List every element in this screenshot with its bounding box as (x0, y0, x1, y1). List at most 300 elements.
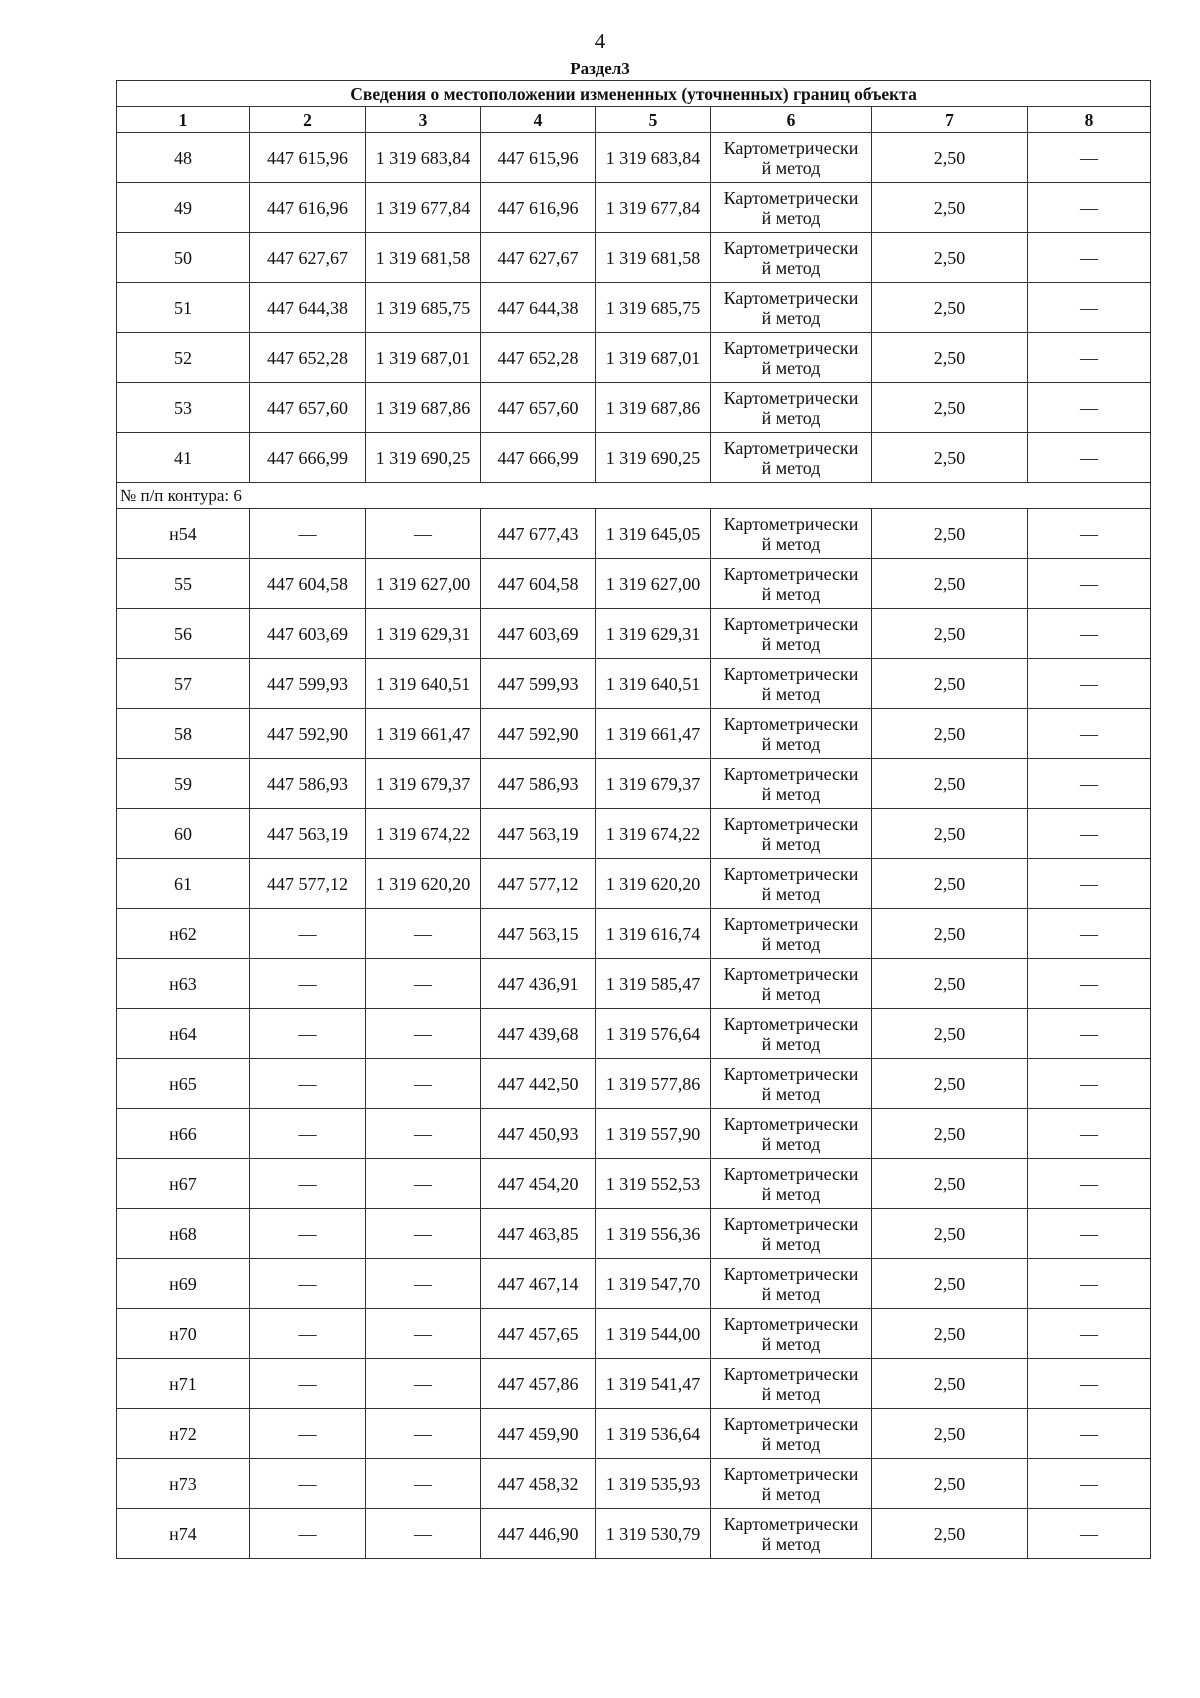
point-number-cell: н66 (117, 1109, 250, 1159)
accuracy-cell: 2,50 (872, 559, 1028, 609)
x-old-cell: 447 599,93 (250, 659, 366, 709)
description-cell: — (1028, 859, 1151, 909)
method-line-1: Картометрически (723, 1213, 859, 1234)
x-old-cell: 447 652,28 (250, 333, 366, 383)
method-line-1: Картометрически (723, 913, 859, 934)
table-row (117, 759, 1151, 809)
y-new-cell: 1 319 640,51 (596, 659, 711, 709)
point-number-cell: н74 (117, 1509, 250, 1559)
method-cell (711, 709, 872, 759)
method-line-2: й метод (761, 1383, 821, 1404)
y-new-cell: 1 319 547,70 (596, 1259, 711, 1309)
accuracy-cell: 2,50 (872, 183, 1028, 233)
method-cell (711, 1509, 872, 1559)
y-old-cell: — (366, 1159, 481, 1209)
column-number: 1 (117, 107, 250, 133)
accuracy-cell: 2,50 (872, 1009, 1028, 1059)
method-cell (711, 559, 872, 609)
x-old-cell: 447 592,90 (250, 709, 366, 759)
method-line-2: й метод (761, 983, 821, 1004)
x-new-cell: 447 604,58 (481, 559, 596, 609)
method-line-1: Картометрически (723, 1313, 859, 1334)
method-cell (711, 383, 872, 433)
contour-row (117, 483, 1151, 509)
method-cell (711, 1209, 872, 1259)
y-new-cell: 1 319 645,05 (596, 509, 711, 559)
column-number: 8 (1028, 107, 1151, 133)
x-old-cell: — (250, 1459, 366, 1509)
x-old-cell: 447 563,19 (250, 809, 366, 859)
method-line-2: й метод (761, 833, 821, 854)
column-number: 7 (872, 107, 1028, 133)
point-number-cell: 53 (117, 383, 250, 433)
point-number-cell: 61 (117, 859, 250, 909)
y-new-cell: 1 319 620,20 (596, 859, 711, 909)
method-line-1: Картометрически (723, 1263, 859, 1284)
table-row (117, 559, 1151, 609)
accuracy-cell: 2,50 (872, 609, 1028, 659)
x-old-cell: 447 644,38 (250, 283, 366, 333)
table-row (117, 233, 1151, 283)
accuracy-cell: 2,50 (872, 509, 1028, 559)
x-new-cell: 447 603,69 (481, 609, 596, 659)
method-line-2: й метод (761, 1483, 821, 1504)
y-old-cell: 1 319 674,22 (366, 809, 481, 859)
table-caption-row (117, 81, 1151, 107)
y-new-cell: 1 319 687,01 (596, 333, 711, 383)
point-number-cell: 57 (117, 659, 250, 709)
x-old-cell: — (250, 1259, 366, 1309)
method-line-2: й метод (761, 1233, 821, 1254)
y-old-cell: 1 319 627,00 (366, 559, 481, 609)
method-cell (711, 759, 872, 809)
point-number-cell: н63 (117, 959, 250, 1009)
y-new-cell: 1 319 683,84 (596, 133, 711, 183)
table-row (117, 1109, 1151, 1159)
x-new-cell: 447 652,28 (481, 333, 596, 383)
accuracy-cell: 2,50 (872, 1209, 1028, 1259)
method-cell (711, 959, 872, 1009)
description-cell: — (1028, 133, 1151, 183)
x-old-cell: 447 577,12 (250, 859, 366, 909)
method-cell (711, 433, 872, 483)
x-old-cell: — (250, 959, 366, 1009)
point-number-cell: н62 (117, 909, 250, 959)
point-number-cell: н54 (117, 509, 250, 559)
accuracy-cell: 2,50 (872, 759, 1028, 809)
table-row (117, 383, 1151, 433)
method-line-1: Картометрически (723, 763, 859, 784)
y-new-cell: 1 319 627,00 (596, 559, 711, 609)
description-cell: — (1028, 433, 1151, 483)
description-cell: — (1028, 1309, 1151, 1359)
table-row (117, 183, 1151, 233)
page-number: 4 (594, 29, 606, 53)
point-number-cell: 49 (117, 183, 250, 233)
description-cell: — (1028, 909, 1151, 959)
table-caption: Сведения о местоположении измененных (уточненных) границ объекта (117, 81, 1151, 107)
method-cell (711, 509, 872, 559)
y-new-cell: 1 319 679,37 (596, 759, 711, 809)
method-line-1: Картометрически (723, 713, 859, 734)
method-cell (711, 1359, 872, 1409)
point-number-cell: н68 (117, 1209, 250, 1259)
accuracy-cell: 2,50 (872, 283, 1028, 333)
point-number-cell: н73 (117, 1459, 250, 1509)
accuracy-cell: 2,50 (872, 133, 1028, 183)
method-line-1: Картометрически (723, 437, 859, 458)
description-cell: — (1028, 233, 1151, 283)
method-line-1: Картометрически (723, 187, 859, 208)
description-cell: — (1028, 1259, 1151, 1309)
y-new-cell: 1 319 661,47 (596, 709, 711, 759)
table-row (117, 609, 1151, 659)
table-row (117, 909, 1151, 959)
method-line-1: Картометрически (723, 1413, 859, 1434)
x-new-cell: 447 459,90 (481, 1409, 596, 1459)
method-line-1: Картометрически (723, 813, 859, 834)
table-row (117, 509, 1151, 559)
y-new-cell: 1 319 557,90 (596, 1109, 711, 1159)
x-old-cell: — (250, 1109, 366, 1159)
accuracy-cell: 2,50 (872, 1259, 1028, 1309)
table-row (117, 283, 1151, 333)
column-number: 6 (711, 107, 872, 133)
method-cell (711, 1159, 872, 1209)
x-old-cell: 447 657,60 (250, 383, 366, 433)
y-old-cell: — (366, 509, 481, 559)
table-row (117, 1459, 1151, 1509)
column-number: 4 (481, 107, 596, 133)
method-cell (711, 133, 872, 183)
method-cell (711, 1009, 872, 1059)
table-row (117, 1059, 1151, 1109)
accuracy-cell: 2,50 (872, 1159, 1028, 1209)
method-line-2: й метод (761, 1033, 821, 1054)
coordinates-table (116, 80, 1151, 1559)
description-cell: — (1028, 1009, 1151, 1059)
x-old-cell: — (250, 509, 366, 559)
table-row (117, 433, 1151, 483)
method-cell (711, 1409, 872, 1459)
x-old-cell: — (250, 1309, 366, 1359)
x-new-cell: 447 457,65 (481, 1309, 596, 1359)
description-cell: — (1028, 1459, 1151, 1509)
x-old-cell: — (250, 1009, 366, 1059)
x-new-cell: 447 458,32 (481, 1459, 596, 1509)
description-cell: — (1028, 1159, 1151, 1209)
method-cell (711, 1309, 872, 1359)
method-line-1: Картометрически (723, 287, 859, 308)
method-line-1: Картометрически (723, 963, 859, 984)
method-cell (711, 609, 872, 659)
method-line-1: Картометрически (723, 863, 859, 884)
y-new-cell: 1 319 681,58 (596, 233, 711, 283)
y-new-cell: 1 319 541,47 (596, 1359, 711, 1409)
y-old-cell: — (366, 1009, 481, 1059)
y-old-cell: 1 319 681,58 (366, 233, 481, 283)
method-line-1: Картометрически (723, 1513, 859, 1534)
x-new-cell: 447 439,68 (481, 1009, 596, 1059)
table-row (117, 1159, 1151, 1209)
point-number-cell: 58 (117, 709, 250, 759)
point-number-cell: 59 (117, 759, 250, 809)
description-cell: — (1028, 1409, 1151, 1459)
x-new-cell: 447 563,19 (481, 809, 596, 859)
method-line-2: й метод (761, 683, 821, 704)
description-cell: — (1028, 333, 1151, 383)
method-line-1: Картометрически (723, 513, 859, 534)
table-row (117, 659, 1151, 709)
method-line-1: Картометрически (723, 1113, 859, 1134)
method-line-1: Картометрически (723, 613, 859, 634)
method-line-2: й метод (761, 157, 821, 178)
accuracy-cell: 2,50 (872, 233, 1028, 283)
method-line-2: й метод (761, 1433, 821, 1454)
method-line-2: й метод (761, 533, 821, 554)
y-old-cell: — (366, 1259, 481, 1309)
description-cell: — (1028, 1059, 1151, 1109)
description-cell: — (1028, 559, 1151, 609)
description-cell: — (1028, 709, 1151, 759)
method-cell (711, 283, 872, 333)
x-old-cell: 447 586,93 (250, 759, 366, 809)
contour-label: № п/п контура: 6 (117, 483, 1151, 509)
accuracy-cell: 2,50 (872, 383, 1028, 433)
method-line-2: й метод (761, 307, 821, 328)
method-line-2: й метод (761, 457, 821, 478)
method-cell (711, 909, 872, 959)
description-cell: — (1028, 809, 1151, 859)
accuracy-cell: 2,50 (872, 859, 1028, 909)
table-row (117, 1309, 1151, 1359)
column-number: 5 (596, 107, 711, 133)
y-new-cell: 1 319 577,86 (596, 1059, 711, 1109)
y-old-cell: 1 319 679,37 (366, 759, 481, 809)
table-row (117, 133, 1151, 183)
point-number-cell: 51 (117, 283, 250, 333)
y-old-cell: — (366, 1209, 481, 1259)
accuracy-cell: 2,50 (872, 333, 1028, 383)
table-row (117, 859, 1151, 909)
method-line-2: й метод (761, 1183, 821, 1204)
x-old-cell: — (250, 1159, 366, 1209)
x-new-cell: 447 457,86 (481, 1359, 596, 1409)
description-cell: — (1028, 1509, 1151, 1559)
method-cell (711, 1059, 872, 1109)
y-new-cell: 1 319 576,64 (596, 1009, 711, 1059)
accuracy-cell: 2,50 (872, 433, 1028, 483)
accuracy-cell: 2,50 (872, 1409, 1028, 1459)
description-cell: — (1028, 1109, 1151, 1159)
table-row (117, 809, 1151, 859)
y-old-cell: 1 319 620,20 (366, 859, 481, 909)
point-number-cell: н71 (117, 1359, 250, 1409)
x-new-cell: 447 436,91 (481, 959, 596, 1009)
description-cell: — (1028, 183, 1151, 233)
column-numbers-row (117, 107, 1151, 133)
x-new-cell: 447 442,50 (481, 1059, 596, 1109)
x-old-cell: — (250, 1509, 366, 1559)
method-cell (711, 1459, 872, 1509)
x-old-cell: — (250, 1359, 366, 1409)
method-line-2: й метод (761, 357, 821, 378)
method-line-2: й метод (761, 733, 821, 754)
x-old-cell: — (250, 1409, 366, 1459)
x-new-cell: 447 615,96 (481, 133, 596, 183)
y-new-cell: 1 319 629,31 (596, 609, 711, 659)
accuracy-cell: 2,50 (872, 1509, 1028, 1559)
y-old-cell: — (366, 1109, 481, 1159)
y-old-cell: 1 319 661,47 (366, 709, 481, 759)
method-line-1: Картометрически (723, 237, 859, 258)
y-old-cell: — (366, 1409, 481, 1459)
method-line-2: й метод (761, 883, 821, 904)
accuracy-cell: 2,50 (872, 1309, 1028, 1359)
y-new-cell: 1 319 674,22 (596, 809, 711, 859)
x-old-cell: 447 666,99 (250, 433, 366, 483)
method-cell (711, 333, 872, 383)
accuracy-cell: 2,50 (872, 1359, 1028, 1409)
method-line-1: Картометрически (723, 1463, 859, 1484)
table-row (117, 1359, 1151, 1409)
method-line-2: й метод (761, 257, 821, 278)
point-number-cell: н64 (117, 1009, 250, 1059)
x-old-cell: 447 616,96 (250, 183, 366, 233)
y-new-cell: 1 319 677,84 (596, 183, 711, 233)
y-old-cell: 1 319 687,86 (366, 383, 481, 433)
point-number-cell: н69 (117, 1259, 250, 1309)
x-new-cell: 447 666,99 (481, 433, 596, 483)
method-line-2: й метод (761, 633, 821, 654)
y-old-cell: — (366, 1059, 481, 1109)
accuracy-cell: 2,50 (872, 1109, 1028, 1159)
point-number-cell: н67 (117, 1159, 250, 1209)
y-old-cell: 1 319 687,01 (366, 333, 481, 383)
y-new-cell: 1 319 530,79 (596, 1509, 711, 1559)
x-new-cell: 447 467,14 (481, 1259, 596, 1309)
method-line-1: Картометрически (723, 1063, 859, 1084)
table-row (117, 333, 1151, 383)
method-line-2: й метод (761, 1133, 821, 1154)
y-new-cell: 1 319 556,36 (596, 1209, 711, 1259)
table-row (117, 1009, 1151, 1059)
point-number-cell: 41 (117, 433, 250, 483)
table-row (117, 1209, 1151, 1259)
x-old-cell: 447 603,69 (250, 609, 366, 659)
description-cell: — (1028, 1209, 1151, 1259)
table-row (117, 1409, 1151, 1459)
y-new-cell: 1 319 690,25 (596, 433, 711, 483)
point-number-cell: 60 (117, 809, 250, 859)
method-line-2: й метод (761, 783, 821, 804)
x-new-cell: 447 599,93 (481, 659, 596, 709)
method-line-2: й метод (761, 407, 821, 428)
method-line-1: Картометрически (723, 337, 859, 358)
y-old-cell: 1 319 683,84 (366, 133, 481, 183)
accuracy-cell: 2,50 (872, 1059, 1028, 1109)
method-cell (711, 183, 872, 233)
y-old-cell: 1 319 677,84 (366, 183, 481, 233)
column-number: 3 (366, 107, 481, 133)
x-new-cell: 447 627,67 (481, 233, 596, 283)
method-line-1: Картометрически (723, 387, 859, 408)
x-old-cell: 447 627,67 (250, 233, 366, 283)
table-row (117, 1259, 1151, 1309)
y-old-cell: — (366, 1359, 481, 1409)
y-old-cell: — (366, 1309, 481, 1359)
x-new-cell: 447 592,90 (481, 709, 596, 759)
y-old-cell: — (366, 959, 481, 1009)
y-new-cell: 1 319 687,86 (596, 383, 711, 433)
y-old-cell: — (366, 1459, 481, 1509)
description-cell: — (1028, 959, 1151, 1009)
y-new-cell: 1 319 616,74 (596, 909, 711, 959)
description-cell: — (1028, 659, 1151, 709)
point-number-cell: н72 (117, 1409, 250, 1459)
x-new-cell: 447 616,96 (481, 183, 596, 233)
section-title: Раздел3 (570, 59, 630, 78)
y-new-cell: 1 319 552,53 (596, 1159, 711, 1209)
y-new-cell: 1 319 535,93 (596, 1459, 711, 1509)
column-number: 2 (250, 107, 366, 133)
description-cell: — (1028, 509, 1151, 559)
x-old-cell: — (250, 909, 366, 959)
method-line-2: й метод (761, 207, 821, 228)
method-line-1: Картометрически (723, 137, 859, 158)
point-number-cell: 56 (117, 609, 250, 659)
method-cell (711, 233, 872, 283)
x-new-cell: 447 586,93 (481, 759, 596, 809)
y-old-cell: — (366, 1509, 481, 1559)
accuracy-cell: 2,50 (872, 709, 1028, 759)
point-number-cell: 48 (117, 133, 250, 183)
x-new-cell: 447 446,90 (481, 1509, 596, 1559)
x-new-cell: 447 454,20 (481, 1159, 596, 1209)
x-new-cell: 447 563,15 (481, 909, 596, 959)
method-line-2: й метод (761, 1333, 821, 1354)
table-row (117, 1509, 1151, 1559)
description-cell: — (1028, 1359, 1151, 1409)
x-old-cell: — (250, 1209, 366, 1259)
point-number-cell: 52 (117, 333, 250, 383)
method-line-1: Картометрически (723, 1163, 859, 1184)
method-cell (711, 659, 872, 709)
method-line-2: й метод (761, 1533, 821, 1554)
point-number-cell: н65 (117, 1059, 250, 1109)
point-number-cell: 55 (117, 559, 250, 609)
x-old-cell: 447 604,58 (250, 559, 366, 609)
y-new-cell: 1 319 536,64 (596, 1409, 711, 1459)
method-cell (711, 859, 872, 909)
method-line-1: Картометрически (723, 663, 859, 684)
point-number-cell: н70 (117, 1309, 250, 1359)
accuracy-cell: 2,50 (872, 1459, 1028, 1509)
method-line-2: й метод (761, 1283, 821, 1304)
x-old-cell: 447 615,96 (250, 133, 366, 183)
description-cell: — (1028, 283, 1151, 333)
y-new-cell: 1 319 544,00 (596, 1309, 711, 1359)
accuracy-cell: 2,50 (872, 809, 1028, 859)
description-cell: — (1028, 759, 1151, 809)
description-cell: — (1028, 609, 1151, 659)
accuracy-cell: 2,50 (872, 659, 1028, 709)
method-cell (711, 1259, 872, 1309)
x-new-cell: 447 677,43 (481, 509, 596, 559)
y-old-cell: 1 319 640,51 (366, 659, 481, 709)
x-old-cell: — (250, 1059, 366, 1109)
method-line-1: Картометрически (723, 1013, 859, 1034)
